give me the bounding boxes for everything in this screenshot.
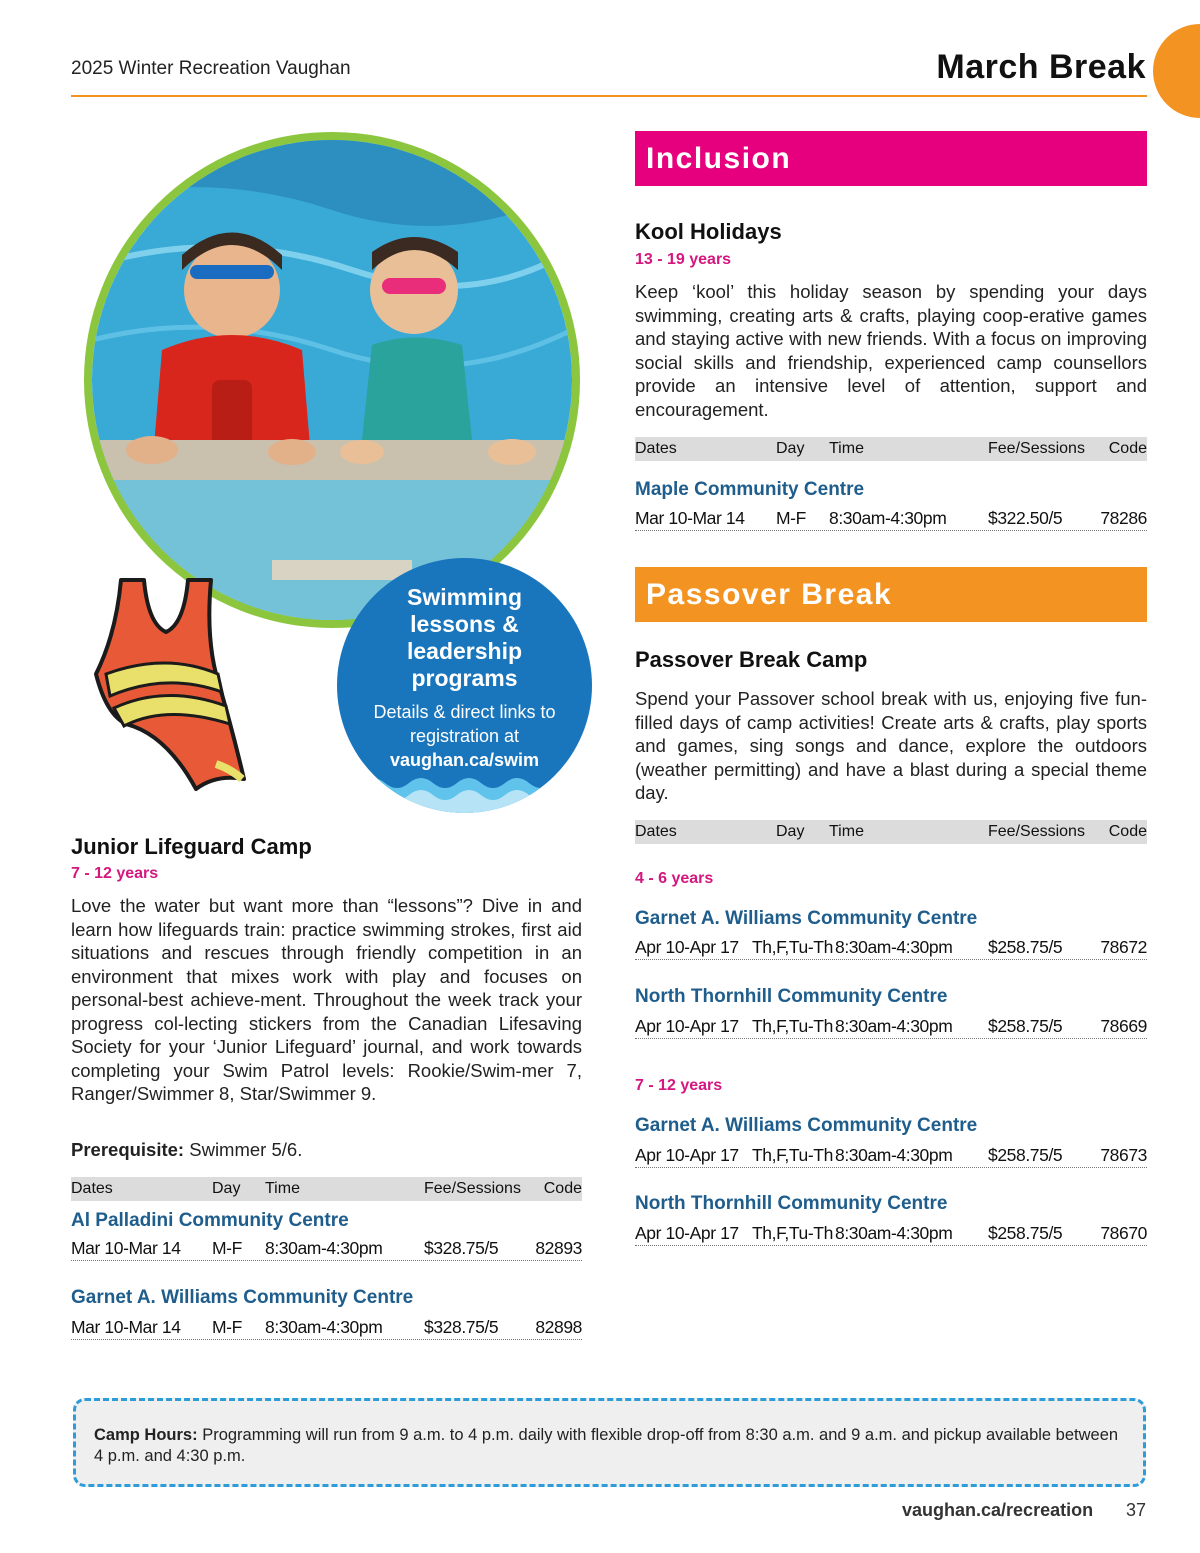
cell-code[interactable]: 78669 — [1100, 1016, 1147, 1036]
footer-link[interactable]: vaughan.ca/recreation — [902, 1500, 1094, 1520]
kool-holidays-age: 13 - 19 years — [635, 251, 732, 268]
table-row — [635, 1013, 1147, 1039]
passover-table-header — [635, 820, 1147, 844]
passover-camp-title: Passover Break Camp — [635, 647, 868, 672]
cell-fee: $328.75/5 — [424, 1238, 499, 1258]
table-row — [71, 1235, 582, 1261]
prerequisite-value: Swimmer 5/6. — [189, 1139, 303, 1160]
table-row — [635, 1142, 1147, 1168]
col-fee: Fee/Sessions — [988, 823, 1085, 840]
venue-name[interactable]: North Thornhill Community Centre — [635, 986, 948, 1007]
cell-fee: $322.50/5 — [988, 508, 1063, 528]
cell-day: Th,F,Tu-Th — [752, 1145, 833, 1165]
cell-fee: $258.75/5 — [988, 1016, 1063, 1036]
col-code: Code — [1108, 440, 1147, 457]
cell-day: Th,F,Tu-Th — [752, 1223, 833, 1243]
table-row — [71, 1314, 582, 1340]
cell-dates: Apr 10-Apr 17 — [635, 937, 739, 957]
pool-photo — [84, 132, 580, 628]
cell-dates: Mar 10-Mar 14 — [635, 508, 745, 528]
cell-dates: Apr 10-Apr 17 — [635, 1145, 739, 1165]
age-group-label: 7 - 12 years — [635, 1077, 723, 1094]
col-dates: Dates — [71, 1180, 113, 1197]
col-time: Time — [829, 823, 864, 840]
table-row — [635, 1220, 1147, 1246]
cell-day: Th,F,Tu-Th — [752, 1016, 833, 1036]
cell-time: 8:30am-4:30pm — [265, 1317, 383, 1337]
col-fee: Fee/Sessions — [988, 440, 1085, 457]
pool-photo-illustration — [92, 140, 572, 620]
cell-dates: Apr 10-Apr 17 — [635, 1016, 739, 1036]
section-tab-marker — [1153, 24, 1200, 118]
col-code: Code — [543, 1180, 582, 1197]
col-code: Code — [1108, 823, 1147, 840]
cell-time: 8:30am-4:30pm — [829, 508, 947, 528]
camp-hours-note — [73, 1398, 1146, 1487]
page-number: 37 — [1126, 1500, 1147, 1520]
cell-code[interactable]: 78672 — [1100, 937, 1147, 957]
table-row — [635, 934, 1147, 960]
col-dates: Dates — [635, 823, 677, 840]
junior-lifeguard-title: Junior Lifeguard Camp — [71, 834, 312, 859]
inclusion-heading: Inclusion — [635, 131, 1147, 186]
cell-dates: Apr 10-Apr 17 — [635, 1223, 739, 1243]
col-dates: Dates — [635, 440, 677, 457]
venue-name[interactable]: Maple Community Centre — [635, 479, 865, 500]
junior-lifeguard-age: 7 - 12 years — [71, 865, 159, 882]
swim-promo-title: Swimming lessons & leadership programs — [406, 584, 523, 691]
inclusion-table-header — [635, 437, 1147, 461]
prerequisite-label: Prerequisite: — [71, 1139, 185, 1160]
camp-hours-label: Camp Hours: — [94, 1426, 198, 1444]
publication-title: 2025 Winter Recreation Vaughan — [71, 58, 351, 79]
cell-day: Th,F,Tu-Th — [752, 937, 833, 957]
col-day: Day — [776, 440, 805, 457]
junior-lifeguard-prerequisite — [71, 1139, 302, 1161]
col-time: Time — [265, 1180, 300, 1197]
swim-promo-link[interactable]: vaughan.ca/swim — [389, 750, 540, 770]
cell-dates: Mar 10-Mar 14 — [71, 1317, 181, 1337]
cell-day: M-F — [776, 508, 806, 528]
junior-table-header — [71, 1177, 582, 1201]
camp-hours-text: Programming will run from 9 a.m. to 4 p.m. daily with flexible drop-off from 8:30 a.m. and 9 a.m. and pickup available between 4 p.m. and 4:30 p.m. — [94, 1426, 1119, 1465]
venue-name[interactable]: Garnet A. Williams Community Centre — [635, 908, 978, 929]
cell-time: 8:30am-4:30pm — [835, 1016, 953, 1036]
header-divider — [71, 95, 1147, 97]
swim-promo-badge[interactable] — [337, 558, 592, 813]
cell-fee: $258.75/5 — [988, 1223, 1063, 1243]
passover-heading: Passover Break — [635, 567, 1147, 622]
section-title: March Break — [936, 48, 1146, 86]
col-time: Time — [829, 440, 864, 457]
venue-name[interactable]: Al Palladini Community Centre — [71, 1210, 349, 1231]
cell-time: 8:30am-4:30pm — [835, 937, 953, 957]
waves-icon — [337, 773, 592, 813]
junior-lifeguard-description: Love the water but want more than “lessons”? Dive in and learn how lifeguards train: practice swimming strokes, first aid situations and rescues through friendly competition in an environment that mixes work with play and focuses on personal-best achieve-ment. Throughout the week track your progress col-lecting stickers from the Canadian Lifesaving Society for your ‘Junior Lifeguard’ journal, and work towards completing your Swim Patrol levels: Rookie/Swim-mer 7, Ranger/Swimmer 8, Star/Swimmer 9. — [71, 895, 582, 1104]
cell-code[interactable]: 82898 — [535, 1317, 582, 1337]
col-fee: Fee/Sessions — [424, 1180, 521, 1197]
cell-code[interactable]: 78286 — [1100, 508, 1147, 528]
cell-time: 8:30am-4:30pm — [265, 1238, 383, 1258]
venue-name[interactable]: North Thornhill Community Centre — [635, 1193, 948, 1214]
cell-fee: $258.75/5 — [988, 937, 1063, 957]
cell-fee: $328.75/5 — [424, 1317, 499, 1337]
kool-holidays-description: Keep ‘kool’ this holiday season by spending your days swimming, creating arts & crafts, playing coop-erative games and staying active with new friends. With a focus on improving social skills and friendship, experienced camp counsellors provide an intensive level of attention, support and encouragement. — [635, 281, 1147, 420]
kool-holidays-title: Kool Holidays — [635, 219, 782, 244]
cell-time: 8:30am-4:30pm — [835, 1145, 953, 1165]
cell-code[interactable]: 78670 — [1100, 1223, 1147, 1243]
cell-code[interactable]: 82893 — [535, 1238, 582, 1258]
swimsuit-icon — [66, 574, 266, 806]
cell-dates: Mar 10-Mar 14 — [71, 1238, 181, 1258]
venue-name[interactable]: Garnet A. Williams Community Centre — [71, 1287, 414, 1308]
col-day: Day — [212, 1180, 241, 1197]
cell-time: 8:30am-4:30pm — [835, 1223, 953, 1243]
cell-day: M-F — [212, 1238, 242, 1258]
cell-fee: $258.75/5 — [988, 1145, 1063, 1165]
table-row — [635, 505, 1147, 531]
age-group-label: 4 - 6 years — [635, 870, 714, 887]
cell-day: M-F — [212, 1317, 242, 1337]
swim-promo-subtext: Details & direct links to registration at — [373, 702, 556, 746]
col-day: Day — [776, 823, 805, 840]
cell-code[interactable]: 78673 — [1100, 1145, 1147, 1165]
venue-name[interactable]: Garnet A. Williams Community Centre — [635, 1115, 978, 1136]
passover-camp-description: Spend your Passover school break with us, enjoying five fun-filled days of camp activities! Create arts & crafts, play sports and games, sing songs and dance, explore the outdoors (weather permitting) and have a blast during a special theme day. — [635, 688, 1147, 803]
